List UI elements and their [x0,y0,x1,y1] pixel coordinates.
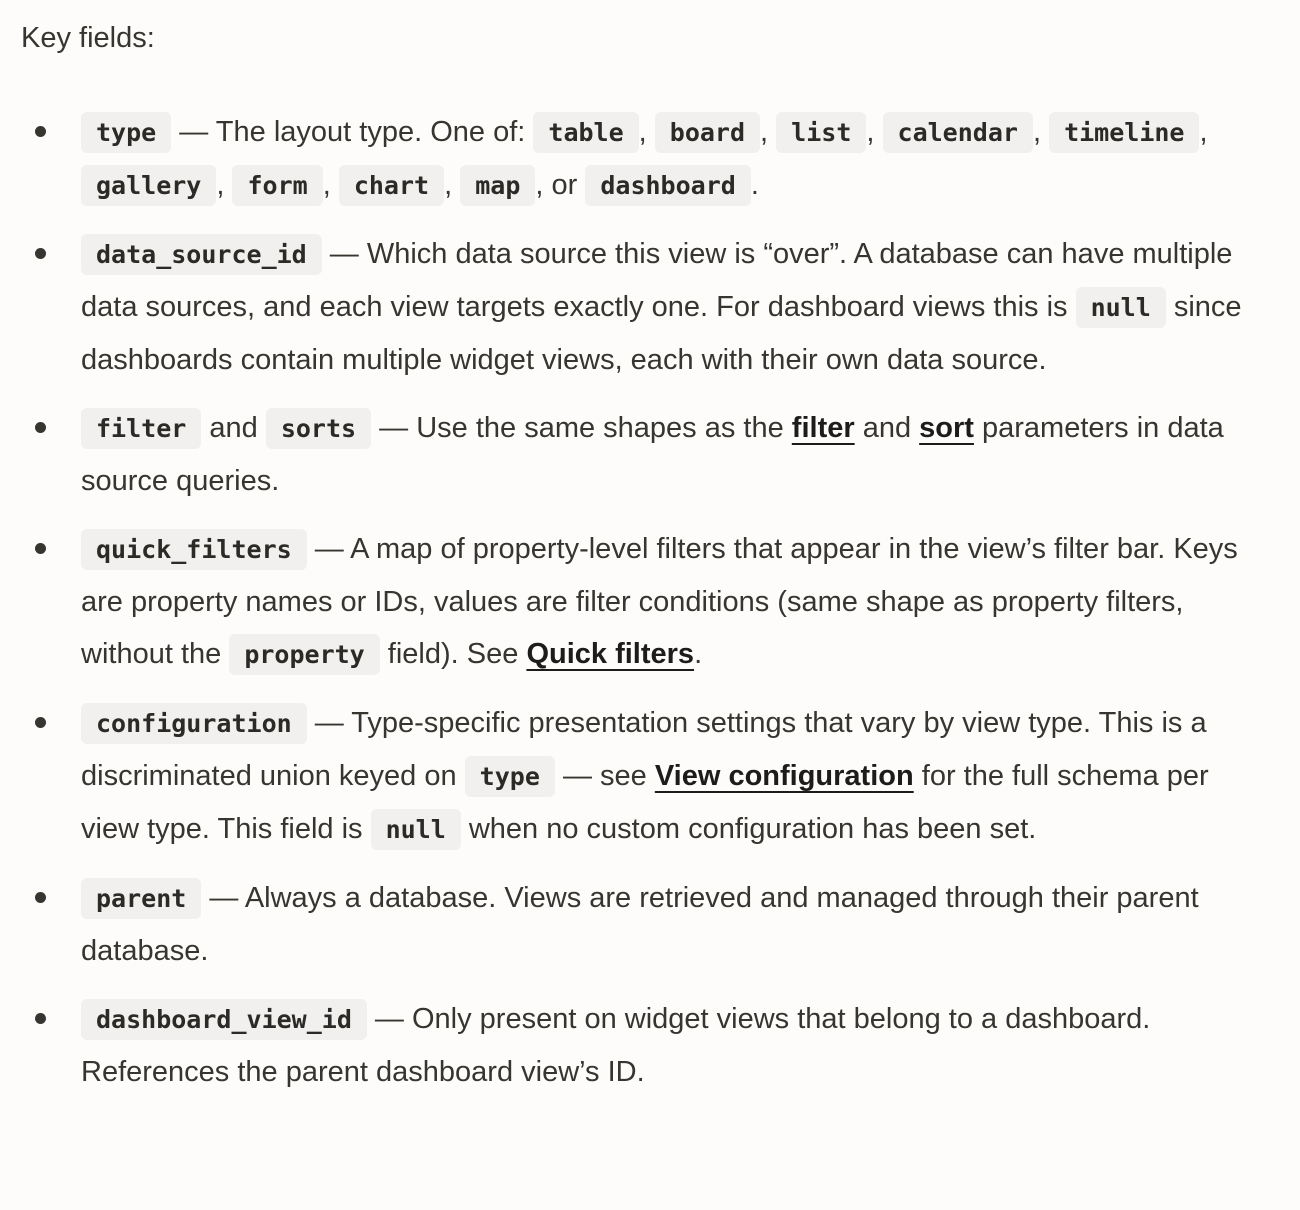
field-description: — Only present on widget views that belong to a dashboard. References the parent dashboard view’s ID. [81,1003,1151,1088]
field-description: — Which data source this view is “over”. A database can have multiple data sources, and each view targets exactly one. For dashboard views this is [81,238,1233,323]
field-description: for the full schema per view type. This field is [81,760,1209,845]
separator: , [866,116,883,148]
field-description: field). See [379,638,527,670]
field-name-code: dashboard_view_id [81,999,367,1040]
terminator: . [694,638,703,670]
separator: , [322,169,339,201]
list-item-parent [21,872,1260,977]
inline-code: null [371,809,461,850]
inline-code: property [229,634,379,675]
separator: , or [535,169,586,201]
separator: , [760,116,777,148]
field-name-code: quick_filters [81,529,307,570]
field-description: — Always a database. Views are retrieved and managed through their parent database. [81,882,1199,967]
bullet-icon [35,422,46,433]
option-code: board [655,112,760,153]
field-name-code: data_source_id [81,234,322,275]
separator: , [638,116,655,148]
separator: , [444,169,461,201]
option-code: timeline [1049,112,1199,153]
option-code: map [460,165,535,206]
view-configuration-link[interactable]: View configuration [654,760,914,792]
inline-code: type [465,756,555,797]
option-code: gallery [81,165,216,206]
list-item-quick-filters [21,523,1260,681]
quick-filters-link[interactable]: Quick filters [526,638,695,670]
field-description: — A map of property-level filters that appear in the view’s filter bar. Keys are property names or IDs, values are filter conditions (same shape as property filters, without the [81,533,1238,670]
option-code: chart [339,165,444,206]
field-name-code: sorts [266,408,371,449]
conjunction: and [854,412,920,444]
conjunction: and [201,412,266,444]
field-description: parameters in data source queries. [81,412,1224,497]
sort-link[interactable]: sort [919,412,974,444]
field-description: — The layout type. One of: [171,116,534,148]
field-name-code: configuration [81,703,307,744]
field-name-code: parent [81,878,201,919]
option-code: form [232,165,322,206]
key-fields-heading: Key fields: [21,22,155,54]
field-name-code: filter [81,408,201,449]
terminator: . [750,169,759,201]
filter-link[interactable]: filter [791,412,855,444]
separator: , [1199,116,1208,148]
field-description: — see [554,760,655,792]
inline-code: null [1076,287,1166,328]
list-item-configuration [21,697,1260,856]
list-item-dashboard-view-id [21,993,1260,1098]
field-description: — Use the same shapes as the [371,412,792,444]
field-description: — Type-specific presentation settings that vary by view type. This is a discriminated union keyed on [81,707,1207,792]
bullet-icon [35,543,46,554]
bullet-icon [35,1013,46,1024]
key-fields-list [21,106,1260,1098]
list-item-filter-sorts [21,402,1260,507]
list-item-data-source-id [21,228,1260,386]
separator: , [1032,116,1050,148]
list-item-type [21,106,1260,212]
bullet-icon [35,126,46,137]
option-code: calendar [883,112,1033,153]
option-code: list [776,112,866,153]
option-code: table [533,112,638,153]
separator: , [216,169,233,201]
field-description: since dashboards contain multiple widget views, each with their own data source. [81,291,1242,376]
bullet-icon [35,892,46,903]
bullet-icon [35,248,46,259]
option-code: dashboard [585,165,750,206]
bullet-icon [35,717,46,728]
field-name-code: type [81,112,171,153]
field-description: when no custom configuration has been set. [460,813,1037,845]
